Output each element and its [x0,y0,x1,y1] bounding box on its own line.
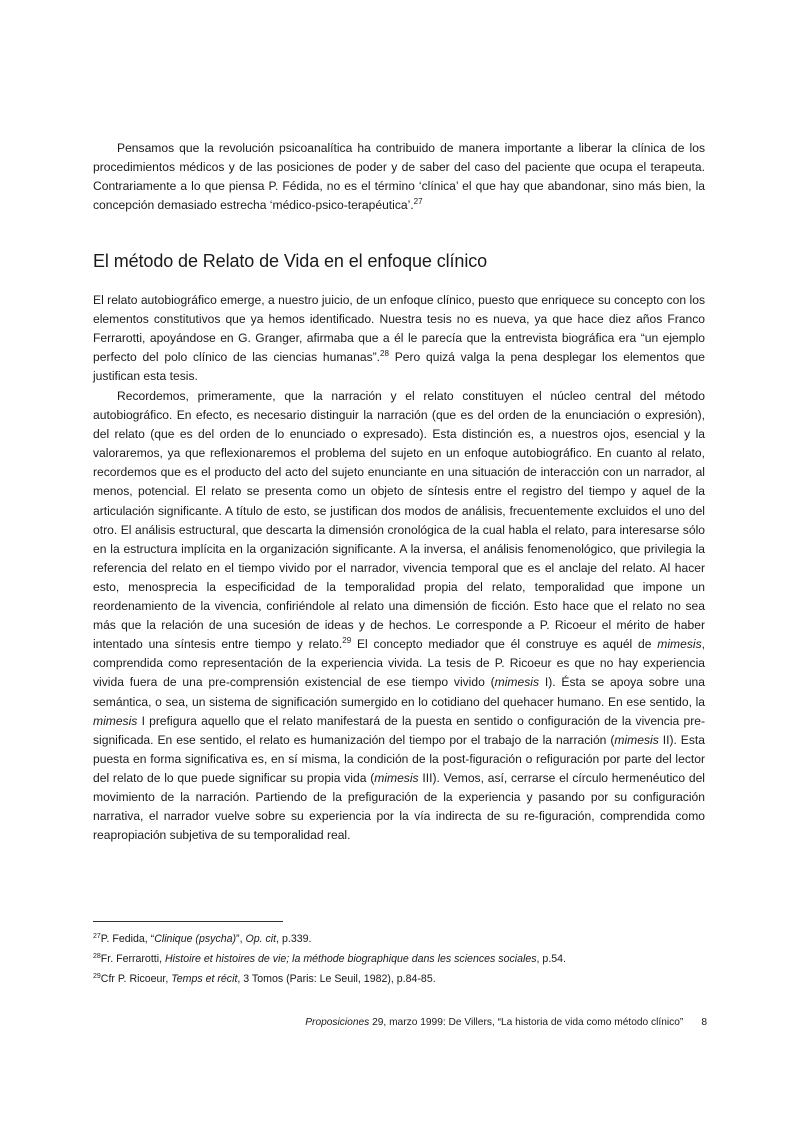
footnote-number: 27 [93,933,101,940]
paragraph-text: Pensamos que la revolución psicoanalítica ha contribuido de manera importante a liberar la clínica de los procedimientos médicos y de las posiciones de poder y de saber del caso del paciente que ocupa el terapeuta. Contrariamente a lo que piensa P. Fédida, no es el término ‘clínica’ el que hay que abandonar, sino más bien, la concepción demasiado estrecha ‘médico-psico-terapéutica’. [93,141,705,213]
mimesis-term: mimesis [374,770,419,785]
mimesis-term: mimesis [657,637,702,652]
footnote-text: , p.54. [536,953,566,965]
paragraph-text: III). Vemos, así, cerrarse el círculo hermenéutico del movimiento de la narración. Partiendo de la prefiguración de la experiencia y pasando por su configuración narrativa, el narrador vuelve sobre su experiencia por la vía indirecta de su re-figuración, comprendida como reapropiación subjetiva de su temporalidad real. [93,770,705,843]
paragraph-relato-autobiografico [93,291,705,386]
footer-citation: 29, marzo 1999: De Villers, “La historia de vida como método clínico” [369,1017,684,1028]
footnote-title: Op. cit [245,933,277,945]
footnote-text: , 3 Tomos (Paris: Le Seuil, 1982), p.84-85. [237,973,436,985]
journal-name: Proposiciones [305,1017,370,1028]
footnote-text: ”, [236,933,246,945]
mimesis-term: mimesis [614,732,659,747]
footnote-text: , p.339. [276,933,312,945]
paragraph-text: Pero quizá valga la pena desplegar los elementos que justifican esta tesis. [93,350,705,384]
paragraph-text: El relato autobiográfico emerge, a nuestro juicio, de un enfoque clínico, puesto que enriquece su concepto con los elementos constitutivos que ya hemos identificado. Nuestra tesis no es nueva, ya que hace diez años Franco Ferrarotti, apoyándose en G. Granger, afirmaba que a él le parecía que la entrevista biográfica era “un ejemplo perfecto del polo clínico de las ciencias humanas”. [93,293,705,365]
footnote-number: 29 [93,973,101,980]
paragraph-text: El concepto mediador que él construye es aquél de [351,637,658,652]
footnote-28 [93,952,566,966]
paragraph-intro [93,139,705,215]
page-footer [300,1016,707,1030]
paragraph-text: I). Ésta se apoya sobre una semántica, o sea, un sistema de significación sumergido en lo cotidiano del quehacer humano. En ese sentido, la [93,675,706,709]
paragraph-text: Recordemos, primeramente, que la narración y el relato constituyen el núcleo central del método autobiográfico. En efecto, es necesario distinguir la narración (que es del orden de la enunciación o expresión), del relato (que es del orden de lo enunciado o expresado). Esta distinción es, a nuestros ojos, esencial y la valoraremos, ya que reflexionaremos el problema del sujeto en un enfoque autobiográfico. En cuanto al relato, recordemos que es el producto del acto del sujeto enunciante en una situación de interacción con un narrador, al menos, potencial. El relato se presenta como un objeto de síntesis entre el registro del tiempo y aquel de la articulación significante. A título de esto, se justifican dos modos de análisis, frecuentemente excluidos el uno del otro. El análisis estructural, que descarta la dimensión cronológica de la cual habla el relato, para interesarse sólo en la estructura implícita en la organización significante. A la inversa, el análisis fenomenológico, que privilegia la referencia del relato en el tiempo vivido por el narrador, vivencia temporal que es el anclaje del relato. Al hacer esto, menosprecia la especificidad de la temporalidad propia del relato, temporalidad que impone un reordenamiento de la vivencia, confiriéndole al relato una dimensión de ficción. Esto hace que el relato no sea más que la relación de una sucesión de ideas y de hechos. Le corresponde a P. Ricoeur el mérito de haber intentado una síntesis entre tiempo y relato. [93,389,705,652]
footnote-ref-28[interactable]: 28 [380,349,389,359]
paragraph-text: I prefigura aquello que el relato manifestará de la puesta en sentido o configuración de la vivencia pre-significada. En ese sentido, el relato es humanización del tiempo por el trabajo de la narración ( [93,713,705,747]
footnote-title: Histoire et histoires de vie; la méthode biographique dans les sciences sociales [164,953,537,965]
footnote-title: Clinique (psycha) [154,933,237,945]
footnote-ref-27[interactable]: 27 [413,197,423,207]
paragraph-text: , comprendida como representación de la experiencia vivida. La tesis de P. Ricoeur es que no hay experiencia vivida fuera de una pre-comprensión existencial de ese tiempo vivido ( [93,637,706,690]
footnote-29 [93,972,436,986]
footnote-text: Fr. Ferrarotti, [100,953,165,965]
mimesis-term: mimesis [494,675,540,690]
paragraph-narracion-relato [93,387,705,845]
section-heading: El método de Relato de Vida en el enfoque clínico [93,251,488,271]
footnote-text: Cfr P. Ricoeur, [100,973,172,985]
mimesis-term: mimesis [93,713,138,728]
footnote-separator [93,921,283,922]
footnote-text: P. Fedida, “ [100,933,155,945]
page-number: 8 [701,1017,707,1028]
footnote-title: Temps et récit [171,973,238,985]
footnote-ref-29[interactable]: 29 [342,636,352,646]
footnote-number: 28 [93,953,101,960]
paragraph-text: II). Esta puesta en forma significativa es, en sí misma, la condición de la post-figuración o refiguración por parte del lector del relato de lo que puede significar su propia vida ( [93,732,706,785]
footnote-27 [93,932,311,946]
